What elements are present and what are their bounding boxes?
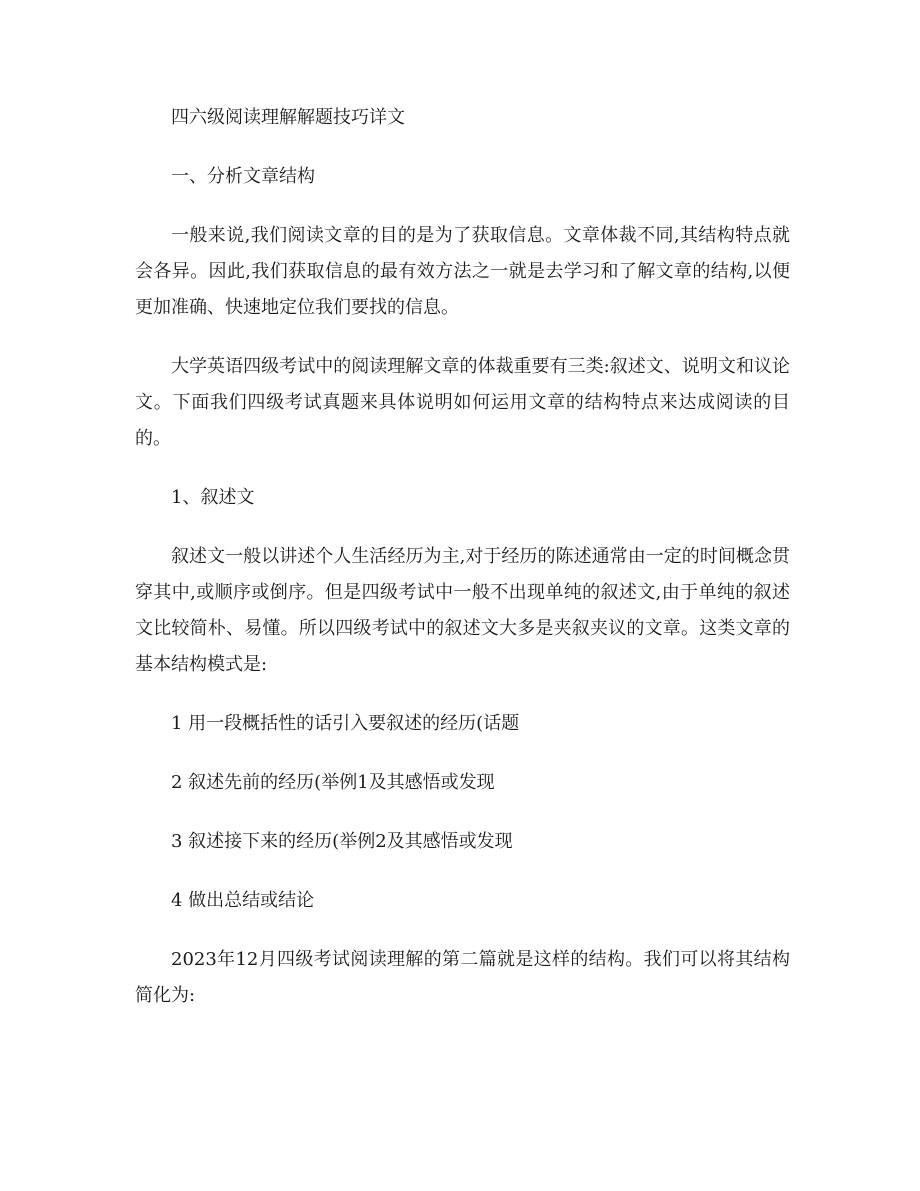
list-item: 2 叙述先前的经历(举例1及其感悟或发现 — [171, 772, 495, 793]
list-item: 3 叙述接下来的经历(举例2及其感悟或发现 — [171, 831, 513, 852]
document-title: 四六级阅读理解解题技巧详文 — [171, 107, 405, 128]
document-body — [135, 100, 790, 1037]
paragraph: 大学英语四级考试中的阅读理解文章的体裁重要有三类:叙述文、说明文和议论文。下面我们四级考试真题来具体说明如何运用文章的结构特点来达成阅读的目的。 — [135, 356, 790, 449]
paragraph: 2023年12月四级考试阅读理解的第二篇就是这样的结构。我们可以将其结构简化为: — [135, 949, 790, 1006]
list-item: 4 做出总结或结论 — [171, 890, 315, 911]
list-item: 1 用一段概括性的话引入要叙述的经历(话题 — [171, 713, 520, 734]
subheading: 1、叙述文 — [171, 487, 255, 508]
section-heading: 一、分析文章结构 — [171, 166, 315, 187]
paragraph: 一般来说,我们阅读文章的目的是为了获取信息。文章体裁不同,其结构特点就会各异。因此,我们获取信息的最有效方法之一就是去学习和了解文章的结构,以便更加准确、快速地定位我们要找的信息。 — [135, 225, 790, 318]
paragraph: 叙述文一般以讲述个人生活经历为主,对于经历的陈述通常由一定的时间概念贯穿其中,或顺序或倒序。但是四级考试中一般不出现单纯的叙述文,由于单纯的叙述文比较简朴、易懂。所以四级考试中的叙述文大多是夹叙夹议的文章。这类文章的基本结构模式是: — [135, 546, 790, 675]
